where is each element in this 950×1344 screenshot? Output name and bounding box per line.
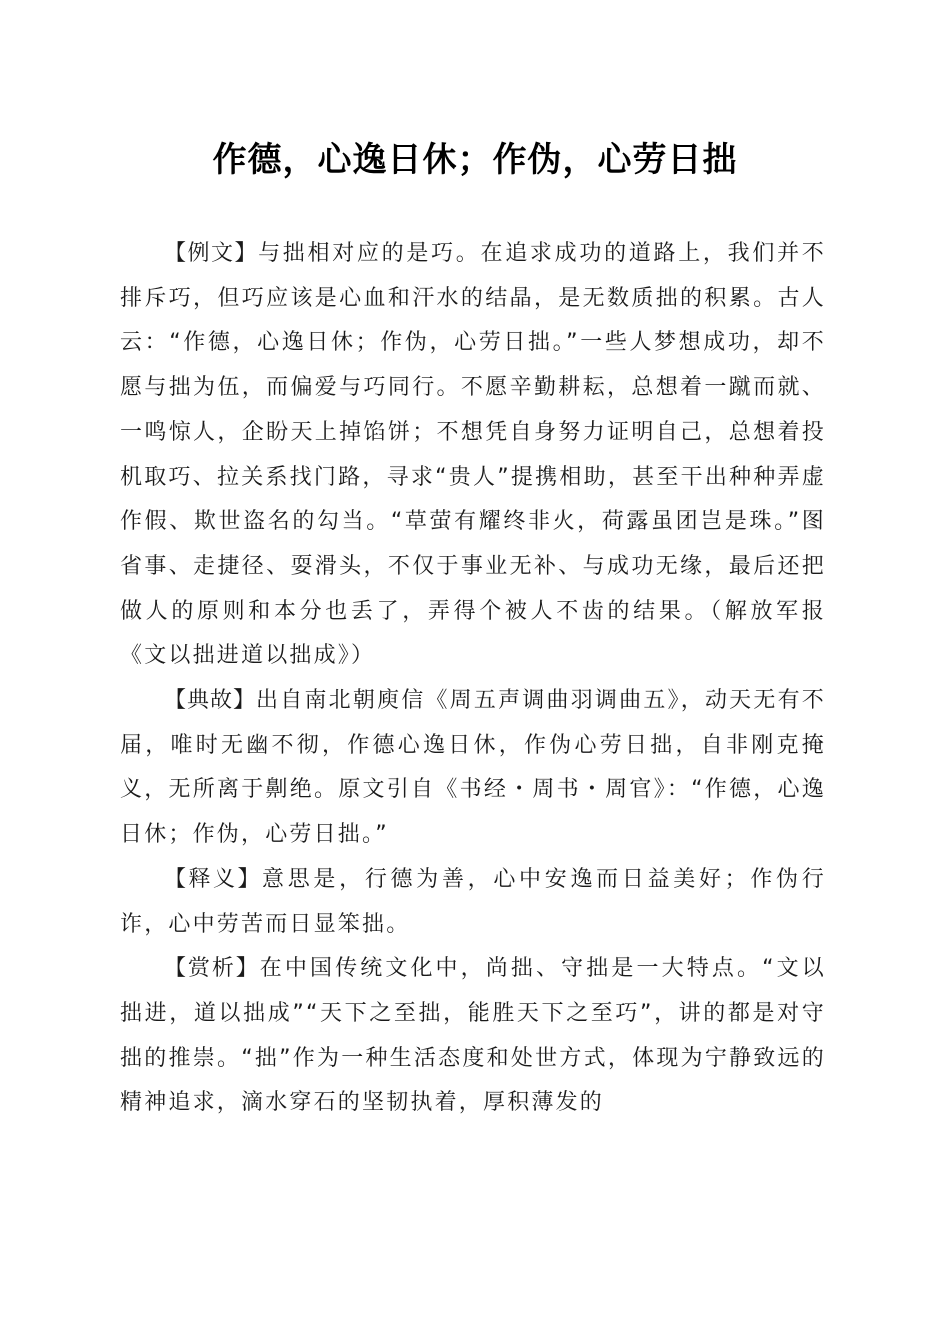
document-body xyxy=(120,232,826,1126)
paragraph-allusion xyxy=(120,679,826,858)
paragraph-text: 意思是，行德为善，心中安逸而日益美好；作伪行诈，心中劳苦而日显笨拙。 xyxy=(120,866,826,937)
paragraph-appreciation xyxy=(120,947,826,1126)
paragraph-text: 出自南北朝庾信《周五声调曲羽调曲五》，动天无有不届，唯时无幽不彻，作德心逸日休，作伪心劳日拙，自非刚克掩义，无所离于劓绝。原文引自《书经・周书・周官》：“作德，心逸日休；作伪，心劳日拙。” xyxy=(120,688,826,848)
paragraph-interpretation xyxy=(120,858,826,947)
paragraph-tag: 【典故】 xyxy=(164,688,257,714)
paragraph-tag: 【例文】 xyxy=(164,241,259,266)
paragraph-text: 与拙相对应的是巧。在追求成功的道路上，我们并不排斥巧，但巧应该是心血和汗水的结晶，是无数质拙的积累。古人云：“作德，心逸日休；作伪，心劳日拙。”一些人梦想成功，却不愿与拙为伍，而偏爱与巧同行。不愿辛勤耕耘，总想着一蹴而就、一鸣惊人，企盼天上掉馅饼；不想凭自身努力证明自己，总想着投机取巧、拉关系找门路，寻求“贵人”提携相助，甚至干出种种弄虚作假、欺世盗名的勾当。“草萤有耀终非火，荷露虽团岂是珠。”图省事、走捷径、耍滑头，不仅于事业无补、与成功无缘，最后还把做人的原则和本分也丢了，弄得个被人不齿的结果。（解放军报《文以拙进道以拙成》） xyxy=(120,241,826,669)
paragraph-tag: 【释义】 xyxy=(164,866,263,892)
page-title: 作德，心逸日休；作伪，心劳日拙 xyxy=(212,140,738,180)
paragraph-text: 在中国传统文化中，尚拙、守拙是一大特点。“文以拙进，道以拙成”“天下之至拙，能胜天下之至巧”，讲的都是对守拙的推崇。“拙”作为一种生活态度和处世方式，体现为宁静致远的精神追求，滴水穿石的坚韧执着，厚积薄发的 xyxy=(120,956,826,1116)
paragraph-example xyxy=(120,232,826,679)
paragraph-tag: 【赏析】 xyxy=(164,956,260,982)
